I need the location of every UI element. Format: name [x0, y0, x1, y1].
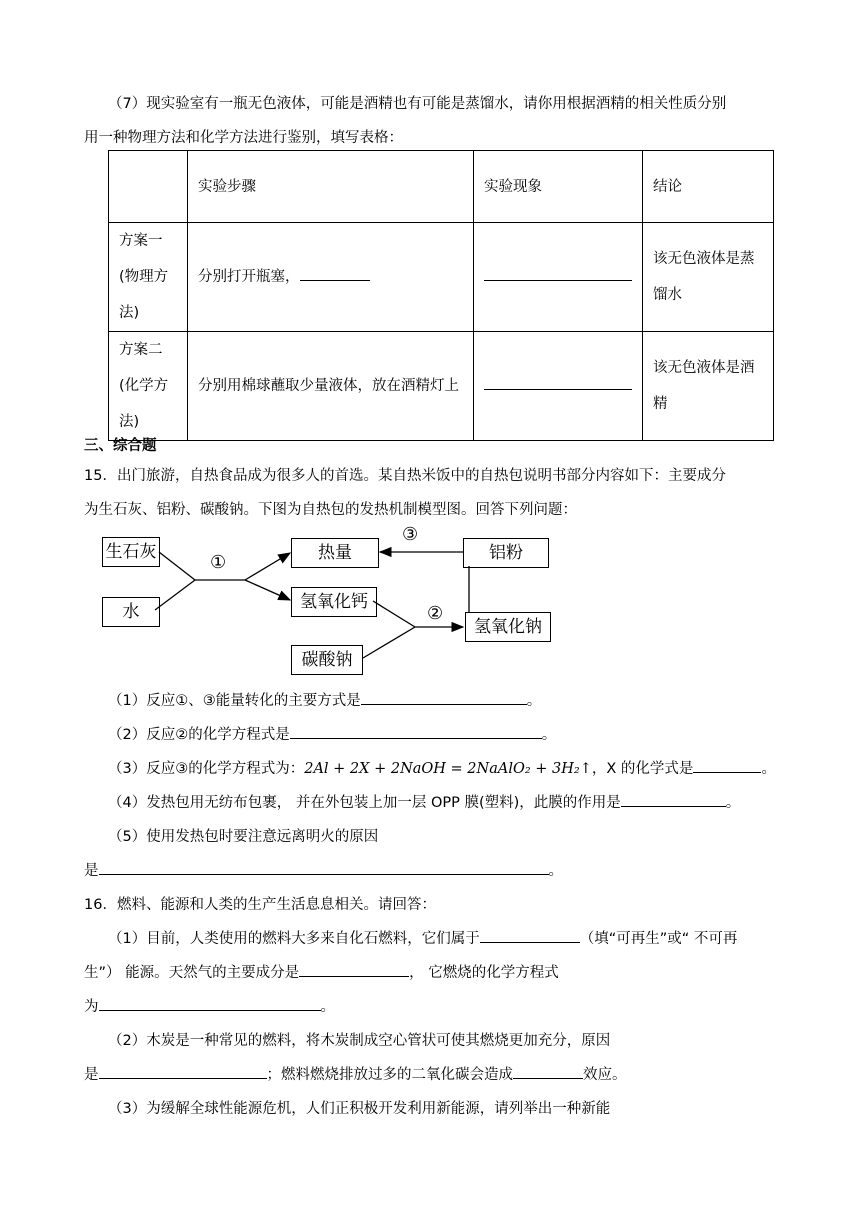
aluminum-box: 铝粉: [463, 538, 549, 568]
heat-box: 热量: [291, 538, 379, 568]
conclusion-line: 该无色液体是蒸: [653, 251, 755, 267]
quicklime-box: 生石灰: [102, 537, 160, 567]
q16-part1-text: ， 它燃烧的化学方程式: [409, 965, 559, 981]
q16-part2-line2: [84, 1063, 627, 1084]
punctuation: 。: [541, 727, 557, 743]
table-header-cell: 实验现象: [474, 151, 643, 223]
answer-blank[interactable]: [99, 1063, 267, 1079]
chemical-equation: 2Al + 2X + 2NaOH = 2NaAlO₂ + 3H₂↑: [304, 761, 592, 777]
q15-part1: [108, 689, 541, 710]
punctuation: 。: [761, 761, 776, 777]
q16-intro: 16．燃料、能源和人类的生产生活息息相关。请回答：: [84, 897, 436, 913]
table-header-cell: 实验步骤: [188, 151, 474, 223]
step-text: 分别打开瓶塞，: [198, 269, 300, 285]
answer-blank[interactable]: [99, 995, 321, 1011]
answer-blank[interactable]: [361, 689, 527, 705]
step-text: 分别用棉球蘸取少量液体，放在酒精灯上: [198, 378, 459, 394]
q14-part7-line2: 用一种物理方法和化学方法进行鉴别，填写表格：: [84, 130, 403, 146]
plan-name-line: 方案二: [119, 342, 163, 358]
q15-part5-line1: （5）使用发热包时要注意远离明火的原因: [108, 829, 379, 845]
sodium-carbonate-box: 碳酸钠: [291, 645, 363, 675]
q15-part3: [108, 757, 776, 778]
reaction-1-label: ①: [210, 552, 227, 573]
answer-blank[interactable]: [299, 961, 409, 977]
q16-part2-line1: （2）木炭是一种常见的燃料，将木炭制成空心管状可使其燃烧更加充分，原因: [108, 1033, 611, 1049]
plan-name-line: 法): [119, 305, 140, 321]
q15-part2: [108, 723, 556, 744]
section-heading: 三、综合题: [84, 438, 157, 454]
punctuation: 。: [548, 863, 563, 879]
reaction-3-label: ③: [402, 524, 419, 545]
conclusion-line: 该无色液体是酒: [653, 360, 755, 376]
answer-blank[interactable]: [99, 859, 549, 875]
reaction-2-label: ②: [427, 603, 444, 624]
plan-name-line: 法): [119, 414, 140, 430]
q16-part3-line1: （3）为缓解全球性能源危机，人们正积极开发利用新能源，请列举出一种新能: [108, 1101, 611, 1117]
q16-part1-line1: [108, 927, 737, 948]
q16-part1-text: （填“可再生”或“ 不可再: [579, 931, 738, 947]
conclusion-line: 馏水: [653, 287, 682, 303]
q15-intro-line2: 为生石灰、铝粉、碳酸钠。下图为自热包的发热机制模型图。回答下列问题：: [84, 502, 577, 518]
conclusion-line: 精: [653, 396, 668, 412]
plan-name-line: (物理方: [119, 269, 169, 285]
answer-blank[interactable]: [480, 927, 580, 943]
q15-part1-text: （1）反应①、③能量转化的主要方式是: [108, 693, 361, 709]
q16-part1-text: 生”） 能源。天然气的主要成分是: [84, 965, 300, 981]
q16-part1-text: （1）目前，人类使用的燃料大多来自化石燃料，它们属于: [108, 931, 480, 947]
q15-intro-line1: 15．出门旅游，自热食品成为很多人的首选。某自热米饭中的自热包说明书部分内容如下：主要成分: [84, 468, 726, 484]
q14-part7-line1: （7）现实验室有一瓶无色液体，可能是酒精也有可能是蒸馏水，请你用根据酒精的相关性质分别: [108, 96, 727, 112]
plan-name-line: (化学方: [119, 378, 169, 394]
answer-blank[interactable]: [693, 757, 761, 773]
q16-part1-text: 为: [84, 999, 99, 1015]
q16-part1-line3: [84, 995, 335, 1016]
calcium-hydroxide-box: 氢氧化钙: [291, 587, 377, 617]
q15-part5-text: 是: [84, 863, 99, 879]
punctuation: 。: [725, 795, 741, 811]
punctuation: 。: [526, 693, 542, 709]
plan-name-line: 方案一: [119, 233, 163, 249]
q15-part5-line2: [84, 859, 563, 880]
q15-part3-pre: （3）反应③的化学方程式为：: [108, 761, 305, 777]
answer-blank[interactable]: [621, 791, 726, 807]
q15-part2-text: （2）反应②的化学方程式是: [108, 727, 290, 743]
table-header-cell: 结论: [643, 151, 774, 223]
sodium-hydroxide-box: 氢氧化钠: [465, 612, 551, 642]
answer-blank[interactable]: [513, 1063, 583, 1079]
q16-part2-text: 效应。: [583, 1067, 627, 1083]
punctuation: 。: [320, 999, 335, 1015]
answer-blank[interactable]: [290, 723, 542, 739]
q15-part3-mid: ，X 的化学式是: [591, 761, 694, 777]
q15-part4-text: （4）发热包用无纺布包裹， 并在外包装上加一层 OPP 膜(塑料)，此膜的作用是: [108, 795, 621, 811]
water-box: 水: [102, 597, 160, 627]
q15-part4: [108, 791, 740, 812]
q16-part1-line2: [84, 961, 559, 982]
q16-part2-text: 是: [84, 1067, 99, 1083]
q16-part2-text: ；燃料燃烧排放过多的二氧化碳会造成: [266, 1067, 513, 1083]
